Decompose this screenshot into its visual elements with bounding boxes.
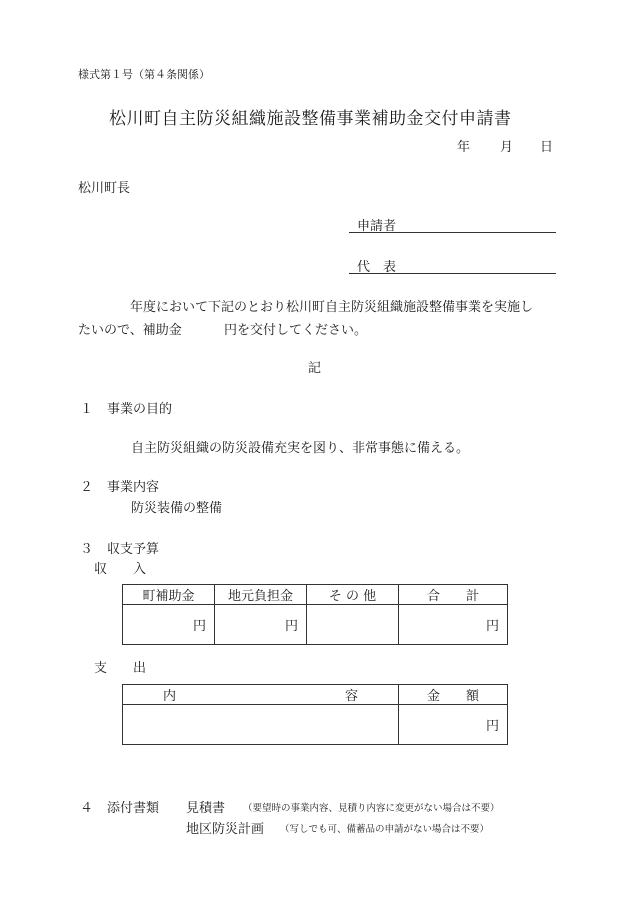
- attachment-name-2: 地区防災計画: [186, 822, 265, 837]
- expense-table: [122, 684, 508, 745]
- income-header-total: 合 計: [399, 585, 508, 605]
- body-line-2b: 円を交付してください。: [224, 323, 368, 338]
- attachment-name-1: 見積書: [186, 801, 226, 816]
- income-cell-local: 円: [215, 605, 307, 645]
- income-header-other: そ の 他: [307, 585, 399, 605]
- form-number: 様式第１号（第４条関係）: [78, 68, 210, 81]
- body-line-1: 年度において下記のとおり松川町自主防災組織施設整備事業を実施し: [130, 300, 534, 315]
- income-label: 収 入: [94, 562, 147, 577]
- representative-label: 代 表: [357, 260, 397, 275]
- attachment-note-1: （要望時の事業内容、見積り内容に変更がない場合は不要）: [243, 803, 500, 814]
- income-header-local: 地元負担金: [215, 585, 307, 605]
- income-header-subsidy: 町補助金: [123, 585, 215, 605]
- expense-cell-amount: 円: [399, 705, 508, 745]
- expense-label: 支 出: [94, 661, 147, 676]
- applicant-line: [349, 232, 556, 233]
- section2-heading: 事業内容: [107, 480, 160, 495]
- expense-header-content: 内 容: [123, 685, 399, 705]
- income-table: [122, 584, 508, 645]
- section3-number: ３: [80, 542, 94, 557]
- income-cell-total: 円: [399, 605, 508, 645]
- applicant-label: 申請者: [357, 219, 397, 234]
- representative-line: [349, 273, 556, 274]
- section2-text: 防災装備の整備: [131, 501, 223, 516]
- date-year: 年: [457, 140, 471, 155]
- income-cell-other: [307, 605, 399, 645]
- section4-number: ４: [80, 801, 94, 816]
- attachment-note-2: （写しでも可、備蓄品の申請がない場合は不要）: [280, 824, 490, 835]
- date-day: 日: [540, 140, 554, 155]
- body-line-2a: たいので、補助金: [78, 323, 182, 338]
- section3-heading: 収支予算: [107, 542, 160, 557]
- ki-heading: 記: [308, 361, 322, 376]
- expense-header-amount: 金 額: [399, 685, 508, 705]
- date-month: 月: [500, 140, 514, 155]
- expense-cell-content: [123, 705, 399, 745]
- section4-heading: 添付書類: [107, 801, 160, 816]
- document-title: 松川町自主防災組織施設整備事業補助金交付申請書: [109, 109, 512, 129]
- section2-number: ２: [80, 480, 94, 495]
- addressee: 松川町長: [78, 181, 131, 196]
- income-cell-subsidy: 円: [123, 605, 215, 645]
- section1-number: １: [80, 402, 94, 417]
- section1-heading: 事業の目的: [107, 402, 173, 417]
- section1-text: 自主防災組織の防災設備充実を図り、非常事態に備える。: [131, 441, 470, 456]
